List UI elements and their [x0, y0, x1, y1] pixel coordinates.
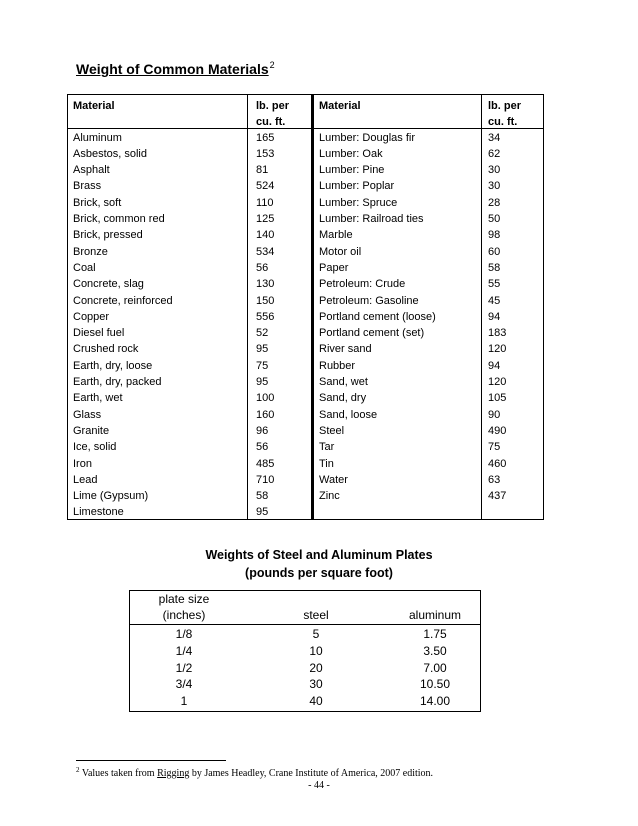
material-name-left: Lime (Gypsum): [73, 490, 149, 503]
material-weight-left: 534: [256, 245, 275, 258]
header-plate-size: plate size (inches): [158, 592, 210, 623]
material-weight-right: 120: [488, 343, 507, 356]
material-name-right: Petroleum: Crude: [319, 278, 406, 291]
material-weight-right: 105: [488, 392, 507, 405]
material-weight-left: 160: [256, 408, 275, 421]
material-name-left: Glass: [73, 408, 102, 421]
plates-weight-table: [129, 590, 481, 712]
materials-weight-table: [67, 94, 544, 520]
material-name-left: Brick, common red: [73, 213, 165, 225]
material-name-right: Water: [319, 473, 348, 486]
material-name-left: Lead: [73, 473, 98, 486]
material-name-right: Paper: [319, 261, 349, 274]
material-name-left: Limestone: [73, 506, 124, 519]
material-name-right: Sand, dry: [319, 392, 367, 405]
material-weight-left: 58: [256, 490, 269, 503]
material-name-left: Diesel fuel: [73, 327, 125, 340]
material-weight-right: 90: [488, 408, 501, 421]
material-name-right: Sand, loose: [319, 408, 378, 421]
plate-size-cell: 1: [180, 694, 188, 709]
material-name-left: Coal: [73, 261, 96, 274]
material-name-right: Lumber: Poplar: [319, 180, 395, 193]
aluminum-weight-cell: 14.00: [419, 694, 451, 709]
material-weight-right: 60: [488, 245, 501, 258]
material-name-left: Brass: [73, 180, 102, 193]
material-name-right: Tin: [319, 457, 334, 470]
steel-weight-cell: 30: [309, 677, 323, 692]
material-weight-left: 153: [256, 147, 275, 160]
material-name-right: Zinc: [319, 490, 340, 503]
material-name-right: Lumber: Spruce: [319, 196, 398, 209]
material-name-right: Portland cement (loose): [319, 310, 436, 323]
material-name-left: Earth, dry, packed: [73, 376, 162, 388]
material-weight-left: 710: [256, 473, 275, 486]
page-number: - 44 -: [308, 780, 330, 791]
material-name-right: Rubber: [319, 359, 356, 372]
material-weight-right: 94: [488, 310, 501, 323]
material-name-right: Sand, wet: [319, 376, 368, 388]
material-weight-right: 98: [488, 229, 501, 242]
header-weight-right: lb. per cu. ft.: [488, 100, 522, 128]
plates-subtitle: (pounds per square foot): [245, 566, 393, 580]
material-name-left: Earth, wet: [73, 392, 123, 405]
plate-size-cell: 1/4: [175, 643, 193, 658]
material-name-left: Brick, pressed: [73, 229, 143, 242]
material-name-right: Marble: [319, 229, 353, 242]
steel-weight-cell: 20: [309, 660, 323, 675]
material-weight-left: 95: [256, 506, 269, 519]
steel-weight-cell: 40: [309, 694, 323, 709]
plate-size-cell: 3/4: [175, 677, 193, 692]
material-name-right: Tar: [319, 441, 335, 454]
footnote-rule: [76, 760, 226, 761]
material-weight-right: 120: [488, 376, 507, 388]
header-rule: [68, 128, 543, 129]
material-weight-left: 81: [256, 164, 269, 177]
material-weight-right: 58: [488, 261, 501, 274]
material-weight-right: 460: [488, 457, 507, 470]
material-weight-left: 125: [256, 213, 275, 225]
material-name-right: Lumber: Douglas fir: [319, 131, 415, 144]
material-weight-left: 95: [256, 343, 269, 356]
material-weight-left: 95: [256, 376, 269, 388]
column-divider: [481, 95, 482, 519]
material-name-left: Crushed rock: [73, 343, 139, 356]
material-weight-right: 94: [488, 359, 501, 372]
material-weight-left: 130: [256, 278, 275, 291]
column-divider: [247, 95, 248, 519]
steel-weight-cell: 5: [312, 627, 320, 641]
material-name-right: Lumber: Oak: [319, 147, 383, 160]
plate-size-cell: 1/8: [175, 627, 193, 641]
material-weight-left: 140: [256, 229, 275, 242]
center-divider: [311, 95, 314, 519]
material-weight-right: 75: [488, 441, 501, 454]
material-weight-left: 100: [256, 392, 275, 405]
header-material-right: Material: [319, 100, 361, 112]
material-name-left: Earth, dry, loose: [73, 359, 153, 372]
material-name-left: Granite: [73, 424, 110, 437]
header-material-left: Material: [73, 100, 115, 112]
material-name-left: Aluminum: [73, 131, 122, 144]
material-name-right: Motor oil: [319, 245, 362, 258]
material-weight-left: 56: [256, 441, 269, 454]
page-title: Weight of Common Materials$^2$: [76, 60, 275, 77]
material-weight-left: 524: [256, 180, 275, 193]
material-name-left: Concrete, reinforced: [73, 294, 173, 307]
material-weight-right: 183: [488, 327, 507, 340]
material-weight-left: 75: [256, 359, 269, 372]
material-name-left: Concrete, slag: [73, 278, 144, 291]
material-weight-right: 63: [488, 473, 501, 486]
material-weight-right: 62: [488, 147, 501, 160]
material-weight-left: 56: [256, 261, 269, 274]
material-name-left: Ice, solid: [73, 441, 117, 454]
material-weight-left: 52: [256, 327, 269, 340]
material-name-left: Asphalt: [73, 164, 110, 177]
aluminum-weight-cell: 3.50: [423, 643, 447, 658]
material-weight-right: 490: [488, 424, 507, 437]
material-weight-right: 28: [488, 196, 501, 209]
material-name-right: Steel: [319, 424, 345, 437]
material-name-left: Asbestos, solid: [73, 147, 147, 160]
header-steel: steel: [303, 608, 329, 622]
aluminum-weight-cell: 1.75: [423, 627, 447, 641]
book-title: Rigging: [157, 768, 190, 779]
material-weight-left: 96: [256, 424, 269, 437]
material-weight-right: 50: [488, 213, 501, 225]
material-weight-right: 30: [488, 180, 501, 193]
material-name-left: Copper: [73, 310, 110, 323]
material-weight-right: 437: [488, 490, 507, 503]
material-weight-left: 150: [256, 294, 275, 307]
material-name-left: Iron: [73, 457, 92, 470]
material-name-left: Brick, soft: [73, 196, 122, 209]
material-name-right: Lumber: Pine: [319, 164, 385, 177]
material-name-right: River sand: [319, 343, 372, 356]
material-weight-left: 110: [256, 196, 274, 209]
material-weight-left: 165: [256, 131, 275, 144]
material-name-right: Portland cement (set): [319, 327, 425, 340]
header-rule: [130, 624, 480, 625]
material-name-right: Lumber: Railroad ties: [319, 213, 424, 225]
material-name-left: Bronze: [73, 245, 108, 258]
steel-weight-cell: 10: [309, 643, 323, 658]
material-name-right: Petroleum: Gasoline: [319, 294, 419, 307]
aluminum-weight-cell: 7.00: [423, 660, 447, 675]
material-weight-left: 556: [256, 310, 275, 323]
footnote-reference: 2: [269, 60, 275, 70]
plate-size-cell: 1/2: [175, 660, 193, 675]
material-weight-right: 30: [488, 164, 501, 177]
material-weight-right: 45: [488, 294, 501, 307]
header-aluminum: aluminum: [408, 608, 462, 622]
header-weight-left: lb. per cu. ft.: [256, 100, 290, 128]
aluminum-weight-cell: 10.50: [419, 677, 451, 692]
material-weight-left: 485: [256, 457, 275, 470]
material-weight-right: 34: [488, 131, 501, 144]
plates-title: Weights of Steel and Aluminum Plates: [205, 548, 433, 562]
footnote: $^2$ Values taken from Rigging by James Headley, Crane Institute of America, 2007 edition.: [76, 766, 434, 779]
material-weight-right: 55: [488, 278, 501, 291]
